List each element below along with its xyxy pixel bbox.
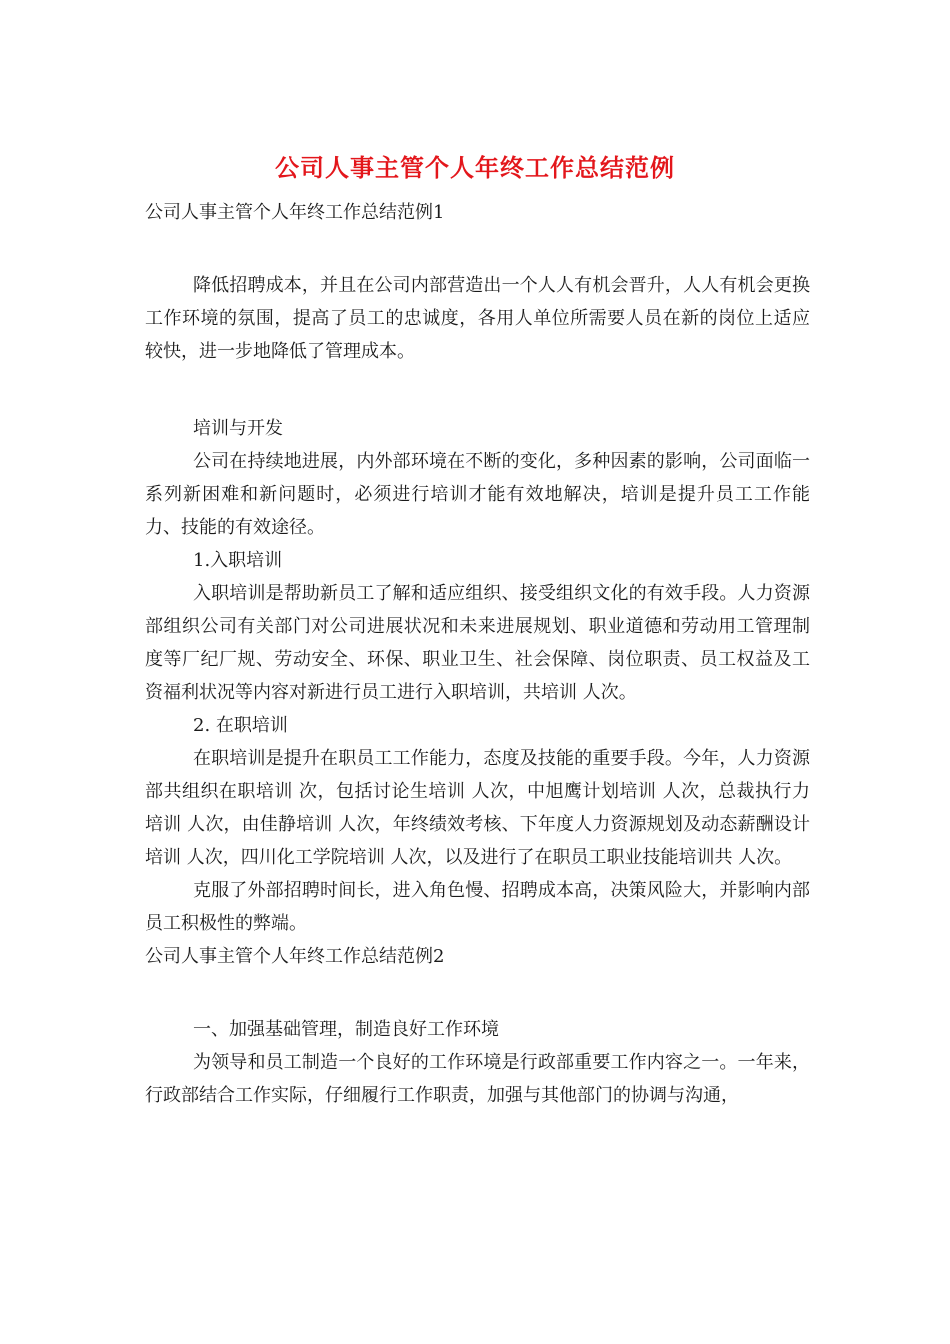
document-body	[145, 196, 810, 1112]
spacer	[145, 368, 810, 412]
closing-paragraph: 克服了外部招聘时间长，进入角色慢、招聘成本高，决策风险大，并影响内部员工积极性的弊端。	[145, 880, 810, 934]
training-paragraph: 公司在持续地进展，内外部环境在不断的变化，多种因素的影响，公司面临一系列新困难和新问题时，必须进行培训才能有效地解决，培训是提升员工工作能力、技能的有效途径。	[145, 451, 810, 538]
section2-paragraph: 为领导和员工制造一个良好的工作环境是行政部重要工作内容之一。一年来，行政部结合工作实际，仔细履行工作职责，加强与其他部门的协调与沟通，	[145, 1052, 810, 1106]
onboarding-training-paragraph: 入职培训是帮助新员工了解和适应组织、接受组织文化的有效手段。人力资源部组织公司有关部门对公司进展状况和未来进展规划、职业道德和劳动用工管理制度等厂纪厂规、劳动安全、环保、职业卫生、社会保障、岗位职责、员工权益及工资福利状况等内容对新进行员工进行入职培训，共培训 人次。	[145, 583, 810, 703]
onjob-training-paragraph: 在职培训是提升在职员工工作能力，态度及技能的重要手段。今年，人力资源部共组织在职培训 次，包括讨论生培训 人次，中旭鹰计划培训 人次，总裁执行力培训 人次，由佳静培训 人次，年终绩效考核、下年度人力资源规划及动态薪酬设计培训 人次，四川化工学院培训 人次，以及进行了在职员工职业技能培训共 人次。	[145, 748, 810, 868]
section2-heading: 公司人事主管个人年终工作总结范例2	[145, 946, 445, 967]
document-title: 公司人事主管个人年终工作总结范例	[275, 153, 675, 182]
onjob-training-heading: 2. 在职培训	[193, 715, 288, 736]
onboarding-training-heading: 1.入职培训	[193, 550, 283, 571]
section1-intro-paragraph: 降低招聘成本，并且在公司内部营造出一个人人有机会晋升，人人有机会更换工作环境的氛围，提高了员工的忠诚度，各用人单位所需要人员在新的岗位上适应较快，进一步地降低了管理成本。	[145, 275, 810, 362]
spacer	[145, 229, 810, 269]
section1-heading: 公司人事主管个人年终工作总结范例1	[145, 202, 445, 223]
section2-subheading: 一、加强基础管理，制造良好工作环境	[193, 1019, 499, 1040]
spacer	[145, 973, 810, 1013]
training-heading: 培训与开发	[193, 418, 283, 439]
